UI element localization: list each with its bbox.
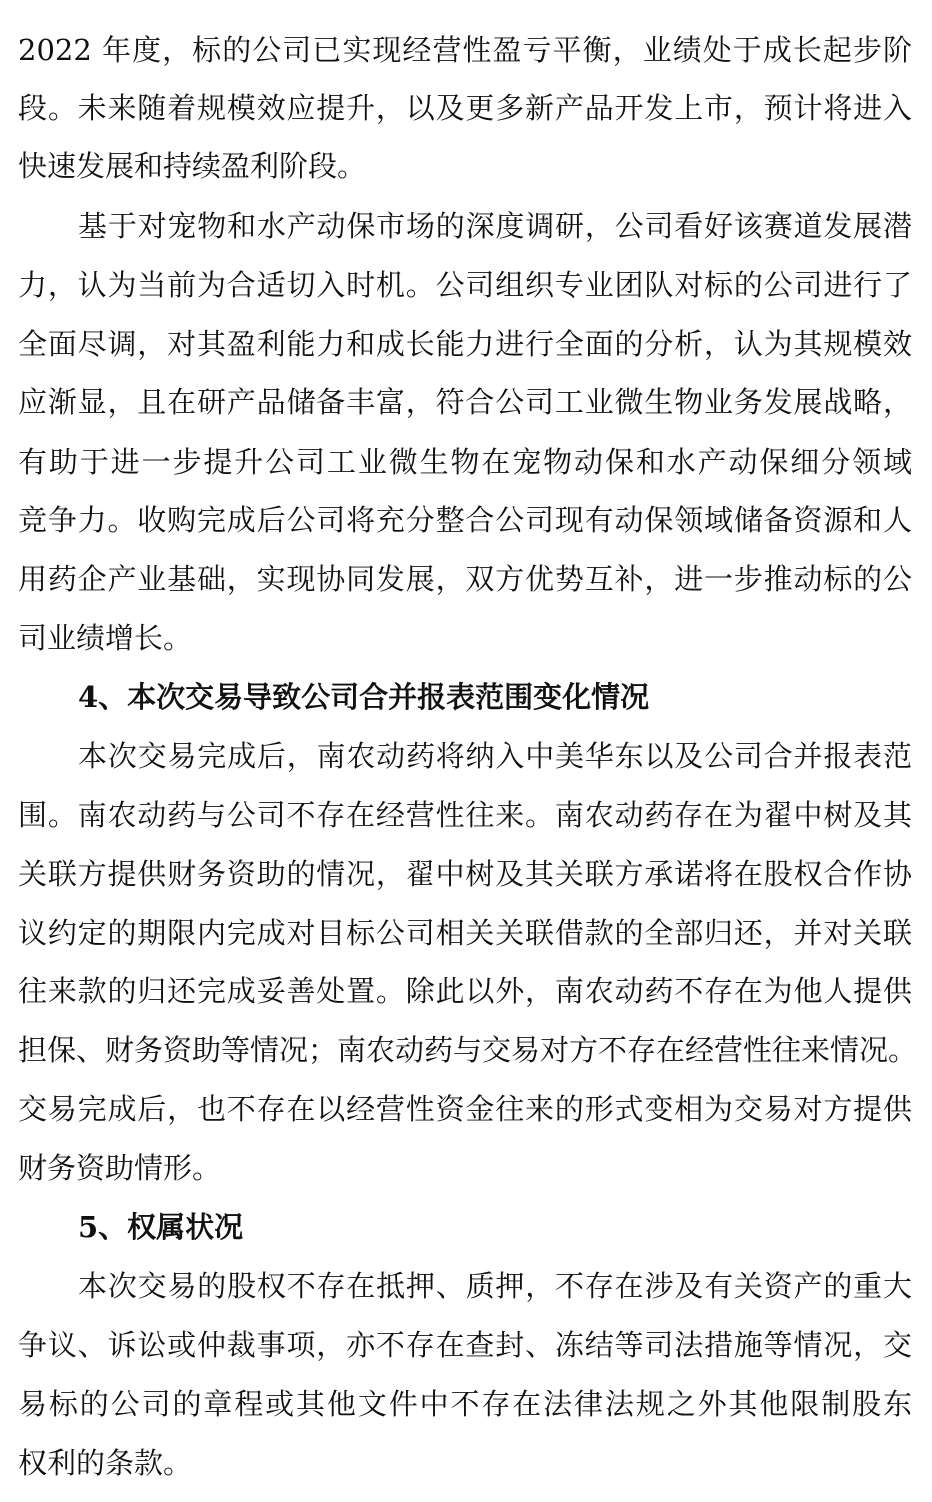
paragraph-3-line-7: 交易完成后，也不存在以经营性资金往来的形式变相为交易对方提供 [18, 1092, 912, 1126]
paragraph-3-line-4: 议约定的期限内完成对目标公司相关关联借款的全部归还，并对关联 [18, 916, 912, 950]
paragraph-1-line-2: 段。未来随着规模效应提升，以及更多新产品开发上市，预计将进入 [18, 91, 912, 125]
paragraph-4-line-2: 争议、诉讼或仲裁事项，亦不存在查封、冻结等司法措施等情况，交 [18, 1328, 912, 1362]
paragraph-2-line-6: 竞争力。收购完成后公司将充分整合公司现有动保领域储备资源和人 [18, 503, 912, 537]
paragraph-4-line-3: 易标的公司的章程或其他文件中不存在法律法规之外其他限制股东 [18, 1387, 912, 1421]
paragraph-2-line-5: 有助于进一步提升公司工业微生物在宠物动保和水产动保细分领域 [18, 445, 912, 479]
section-heading-5: 5、权属状况 [78, 1210, 244, 1244]
paragraph-2-line-3: 全面尽调，对其盈利能力和成长能力进行全面的分析，认为其规模效 [18, 327, 912, 361]
section-heading-4: 4、本次交易导致公司合并报表范围变化情况 [78, 680, 650, 714]
paragraph-2-line-7: 用药企产业基础，实现协同发展，双方优势互补，进一步推动标的公 [18, 562, 912, 596]
paragraph-3-line-2: 围。南农动药与公司不存在经营性往来。南农动药存在为翟中树及其 [18, 798, 912, 832]
paragraph-2-line-2: 力，认为当前为合适切入时机。公司组织专业团队对标的公司进行了 [18, 268, 912, 302]
paragraph-2-line-8: 司业绩增长。 [18, 621, 193, 655]
paragraph-4-line-1: 本次交易的股权不存在抵押、质押，不存在涉及有关资产的重大 [78, 1269, 912, 1303]
paragraph-2-line-1: 基于对宠物和水产动保市场的深度调研，公司看好该赛道发展潜 [78, 209, 912, 243]
paragraph-1-line-3: 快速发展和持续盈利阶段。 [18, 149, 367, 183]
paragraph-3-line-8: 财务资助情形。 [18, 1151, 222, 1185]
paragraph-3-line-6: 担保、财务资助等情况；南农动药与交易对方不存在经营性往来情况。 [18, 1033, 918, 1067]
paragraph-3-line-3: 关联方提供财务资助的情况，翟中树及其关联方承诺将在股权合作协 [18, 857, 912, 891]
paragraph-3-line-1: 本次交易完成后，南农动药将纳入中美华东以及公司合并报表范 [78, 739, 912, 773]
paragraph-3-line-5: 往来款的归还完成妥善处置。除此以外，南农动药不存在为他人提供 [18, 974, 912, 1008]
paragraph-1-line-1: 2022 年度，标的公司已实现经营性盈亏平衡，业绩处于成长起步阶 [18, 33, 912, 67]
paragraph-4-line-4: 权利的条款。 [18, 1446, 193, 1480]
paragraph-2-line-4: 应渐显，且在研产品储备丰富，符合公司工业微生物业务发展战略， [18, 385, 912, 419]
